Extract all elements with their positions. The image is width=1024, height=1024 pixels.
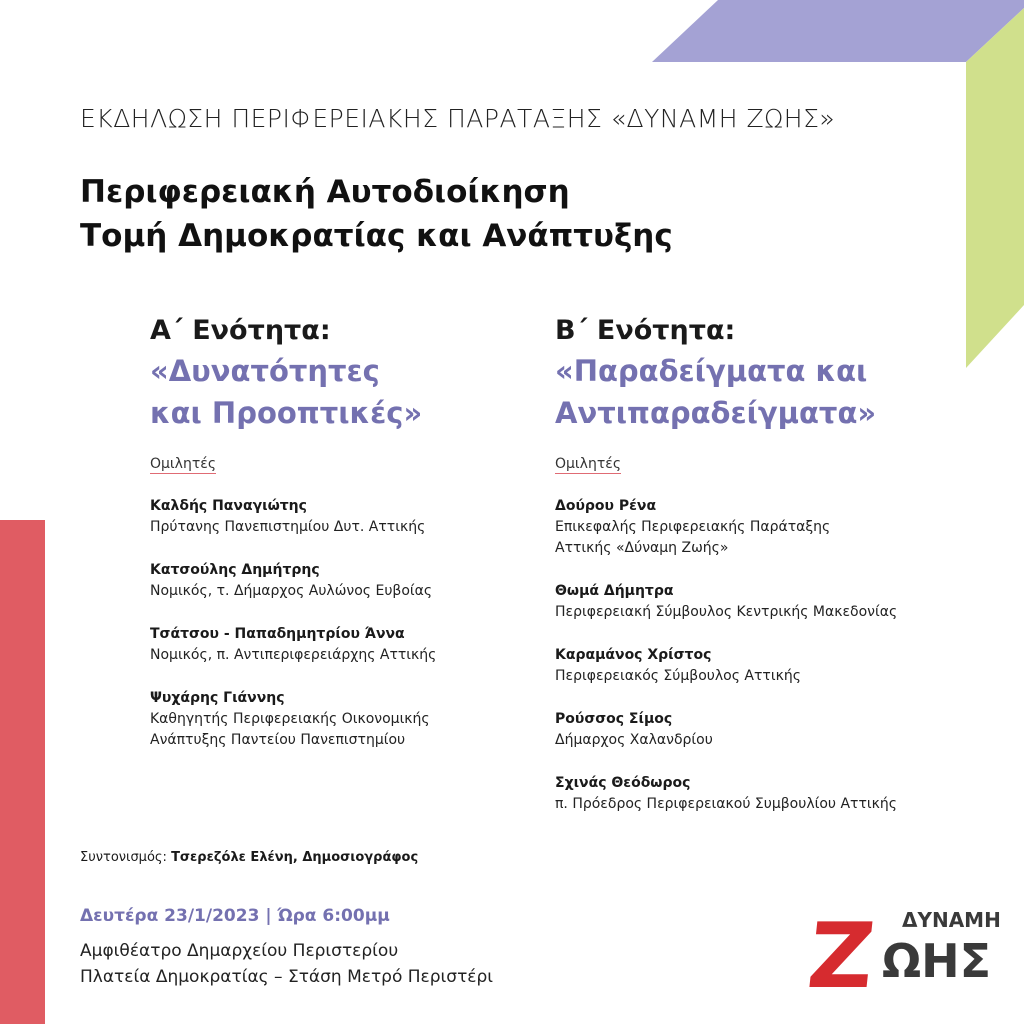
section-b [555,312,995,815]
speakers-label: Ομιλητές [555,456,622,472]
section-a-subtitle-line-2: και Προοπτικές» [150,396,423,430]
speaker-name: Σχινάς Θεόδωρος [555,775,691,791]
red-side-bar [0,520,45,1024]
speaker-role-cont: Αττικής «Δύναμη Ζωής» [555,540,729,556]
section-a-subtitle [150,350,570,434]
section-b-subtitle [555,350,995,434]
section-a [150,312,570,751]
speaker-role: Πρύτανης Πανεπιστημίου Δυτ. Αττικής [150,519,426,535]
speaker-role: Δήμαρχος Χαλανδρίου [555,732,713,748]
speakers-label: Ομιλητές [150,456,217,472]
speaker-item [555,773,995,815]
speaker-item [150,688,570,751]
speaker-role: Καθηγητής Περιφερειακής Οικονομικής [150,711,430,727]
speaker-name: Καραμάνος Χρίστος [555,647,712,663]
speaker-item [555,496,995,559]
speaker-role: Νομικός, τ. Δήμαρχος Αυλώνος Ευβοίας [150,583,433,599]
speaker-item [555,645,995,687]
section-a-heading: Α΄ Ενότητα: [150,315,331,346]
speaker-role: Περιφερειακός Σύμβουλος Αττικής [555,668,801,684]
speaker-item [555,581,995,623]
moderator-line [80,850,418,865]
logo-big-letter: Ζ [803,904,880,1009]
speaker-name: Τσάτσου - Παπαδημητρίου Άννα [150,626,405,642]
venue-line-2: Πλατεία Δημοκρατίας – Στάση Μετρό Περιστέρι [80,967,494,987]
event-venue [80,938,493,990]
speaker-name: Θωμά Δήμητρα [555,583,674,599]
speaker-name: Κατσούλης Δημήτρης [150,562,320,578]
speaker-item [150,624,570,666]
event-date-time: Δευτέρα 23/1/2023 | Ώρα 6:00μμ [80,906,390,926]
speaker-item [150,496,570,538]
speaker-name: Ρούσσος Σίμος [555,711,673,727]
title-line-1: Περιφερειακή Αυτοδιοίκηση [80,174,570,210]
event-title [80,170,673,258]
event-eyebrow: ΕΚΔΗΛΩΣΗ ΠΕΡΙΦΕΡΕΙΑΚΗΣ ΠΑΡΑΤΑΞΗΣ «ΔΥΝΑΜΗ ΖΩΗΣ» [80,104,836,133]
speaker-role-cont: Ανάπτυξης Παντείου Πανεπιστημίου [150,732,406,748]
speaker-name: Δούρου Ρένα [555,498,657,514]
moderator-name: Τσερεζόλε Ελένη, Δημοσιογράφος [171,850,419,865]
dynami-zois-logo [803,904,1001,1009]
logo-rest-word: ΩΗΣ [882,934,992,988]
section-b-subtitle-line-1: «Παραδείγματα και [555,354,868,388]
speaker-role: Επικεφαλής Περιφερειακής Παράταξης [555,519,831,535]
section-a-subtitle-line-1: «Δυνατότητες [150,354,380,388]
section-b-subtitle-line-2: Αντιπαραδείγματα» [555,396,877,430]
title-line-2: Τομή Δημοκρατίας και Ανάπτυξης [80,218,673,254]
speaker-name: Ψυχάρης Γιάννης [150,690,285,706]
venue-line-1: Αμφιθέατρο Δημαρχείου Περιστερίου [80,941,399,961]
section-b-heading: Β΄ Ενότητα: [555,315,736,346]
speaker-name: Καλδής Παναγιώτης [150,498,307,514]
speaker-item [150,560,570,602]
speaker-role: Περιφερειακή Σύμβουλος Κεντρικής Μακεδονίας [555,604,898,620]
speaker-item [555,709,995,751]
speaker-role: π. Πρόεδρος Περιφερειακού Συμβουλίου Αττικής [555,796,897,812]
speaker-role: Νομικός, π. Αντιπεριφερειάρχης Αττικής [150,647,437,663]
purple-band-shape [652,0,1024,62]
moderator-label: Συντονισμός: [80,850,167,865]
logo-top-word: ΔΥΝΑΜΗ [902,908,1001,932]
